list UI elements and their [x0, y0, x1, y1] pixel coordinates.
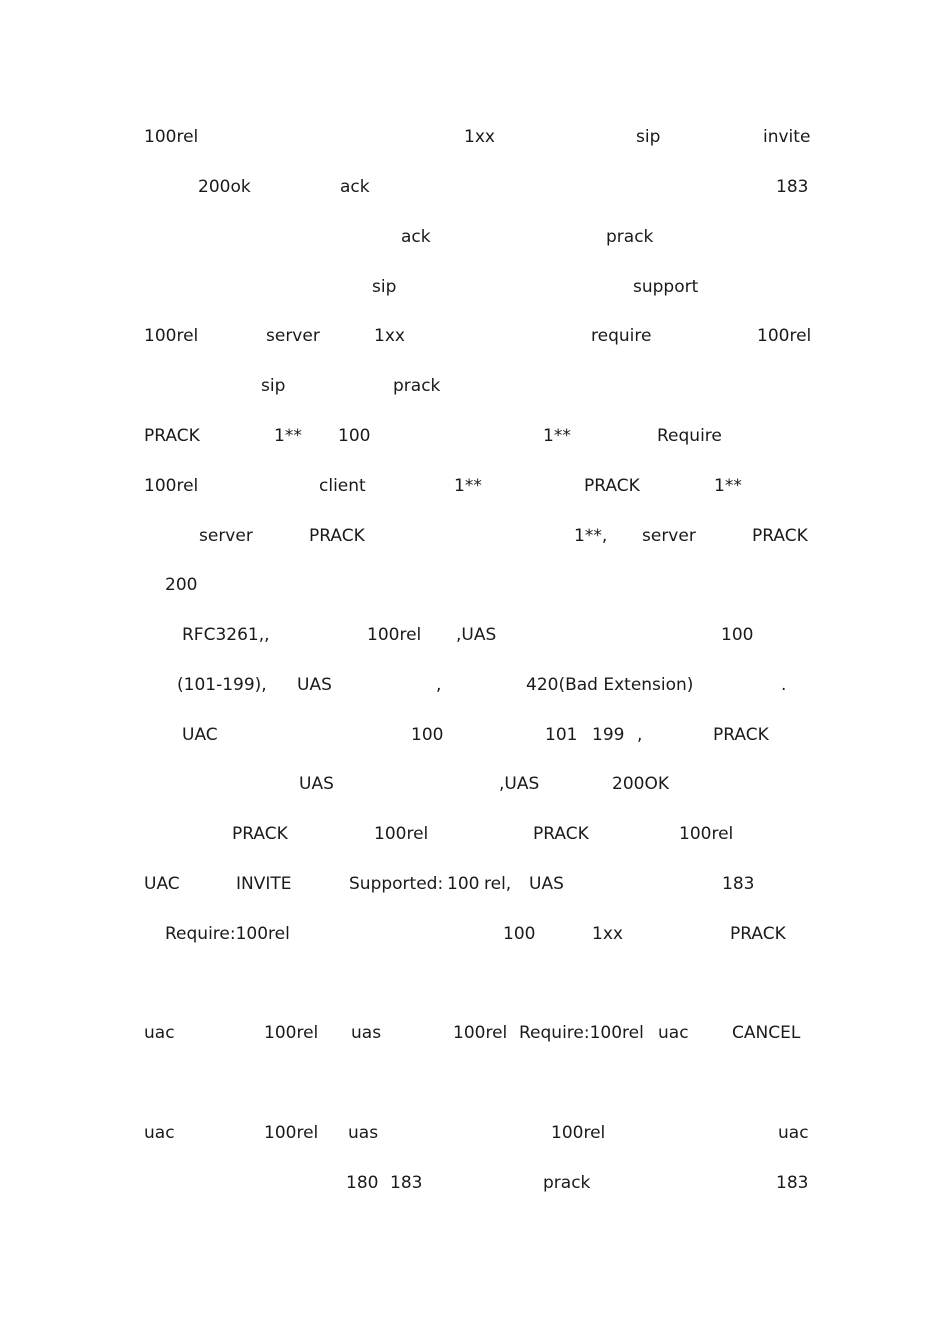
- text-fragment: ,UAS: [499, 774, 540, 794]
- text-fragment: support: [633, 277, 699, 297]
- text-fragment: 1**,: [574, 526, 608, 546]
- text-fragment: 1xx: [592, 924, 623, 944]
- text-fragment: Require:100rel: [165, 924, 290, 944]
- text-fragment: prack: [393, 376, 441, 396]
- text-fragment: sip: [372, 277, 397, 297]
- text-fragment: 183: [776, 177, 809, 197]
- text-fragment: 1**: [274, 426, 302, 446]
- text-fragment: 100: [447, 874, 480, 894]
- text-fragment: server: [266, 326, 320, 346]
- text-fragment: UAS: [297, 675, 332, 695]
- text-fragment: UAC: [144, 874, 180, 894]
- text-fragment: 1xx: [464, 127, 495, 147]
- text-fragment: ,: [637, 725, 643, 745]
- text-fragment: uas: [351, 1023, 382, 1043]
- text-fragment: Require: [657, 426, 722, 446]
- text-fragment: 100rel: [453, 1023, 508, 1043]
- text-fragment: invite: [763, 127, 811, 147]
- text-fragment: 100rel: [144, 326, 199, 346]
- text-fragment: ack: [340, 177, 370, 197]
- text-fragment: UAS: [529, 874, 564, 894]
- text-fragment: rel,: [484, 874, 512, 894]
- text-fragment: 100rel: [551, 1123, 606, 1143]
- text-fragment: uas: [348, 1123, 379, 1143]
- text-fragment: 100rel: [264, 1023, 319, 1043]
- text-fragment: Supported:: [349, 874, 444, 894]
- text-fragment: 200: [165, 575, 198, 595]
- text-fragment: PRACK: [232, 824, 288, 844]
- text-fragment: uac: [778, 1123, 809, 1143]
- text-fragment: Require:100rel: [519, 1023, 644, 1043]
- text-fragment: 100rel: [679, 824, 734, 844]
- text-fragment: uac: [658, 1023, 689, 1043]
- text-fragment: uac: [144, 1123, 175, 1143]
- text-fragment: 1xx: [374, 326, 405, 346]
- text-fragment: RFC3261,,: [182, 625, 270, 645]
- text-fragment: 180: [346, 1173, 379, 1193]
- text-fragment: 100rel: [757, 326, 812, 346]
- text-fragment: sip: [261, 376, 286, 396]
- text-fragment: 100rel: [374, 824, 429, 844]
- text-fragment: require: [591, 326, 652, 346]
- text-fragment: PRACK: [144, 426, 200, 446]
- text-fragment: ,UAS: [456, 625, 497, 645]
- text-fragment: 1**: [714, 476, 742, 496]
- text-fragment: 101: [545, 725, 578, 745]
- text-fragment: uac: [144, 1023, 175, 1043]
- text-fragment: 100rel: [367, 625, 422, 645]
- text-fragment: 183: [776, 1173, 809, 1193]
- text-fragment: (101-199),: [177, 675, 267, 695]
- text-fragment: 100rel: [144, 127, 199, 147]
- text-fragment: PRACK: [584, 476, 640, 496]
- text-fragment: .: [781, 675, 787, 695]
- text-fragment: PRACK: [752, 526, 808, 546]
- text-fragment: client: [319, 476, 366, 496]
- text-fragment: UAS: [299, 774, 334, 794]
- text-fragment: PRACK: [533, 824, 589, 844]
- text-fragment: 100rel: [144, 476, 199, 496]
- text-fragment: PRACK: [309, 526, 365, 546]
- text-fragment: 200OK: [612, 774, 669, 794]
- text-fragment: server: [199, 526, 253, 546]
- text-fragment: prack: [543, 1173, 591, 1193]
- text-fragment: 100rel: [264, 1123, 319, 1143]
- text-fragment: 100: [338, 426, 371, 446]
- text-fragment: 1**: [543, 426, 571, 446]
- text-fragment: 199: [592, 725, 625, 745]
- text-fragment: CANCEL: [732, 1023, 801, 1043]
- text-fragment: INVITE: [236, 874, 292, 894]
- text-fragment: 100: [721, 625, 754, 645]
- text-fragment: 183: [722, 874, 755, 894]
- text-fragment: 1**: [454, 476, 482, 496]
- text-fragment: prack: [606, 227, 654, 247]
- text-fragment: PRACK: [713, 725, 769, 745]
- text-fragment: sip: [636, 127, 661, 147]
- text-fragment: 183: [390, 1173, 423, 1193]
- text-fragment: 100: [503, 924, 536, 944]
- text-fragment: 420(Bad Extension): [526, 675, 694, 695]
- text-fragment: ack: [401, 227, 431, 247]
- text-fragment: server: [642, 526, 696, 546]
- text-fragment: 200ok: [198, 177, 251, 197]
- text-fragment: PRACK: [730, 924, 786, 944]
- text-fragment: ,: [436, 675, 442, 695]
- text-fragment: UAC: [182, 725, 218, 745]
- text-fragment: 100: [411, 725, 444, 745]
